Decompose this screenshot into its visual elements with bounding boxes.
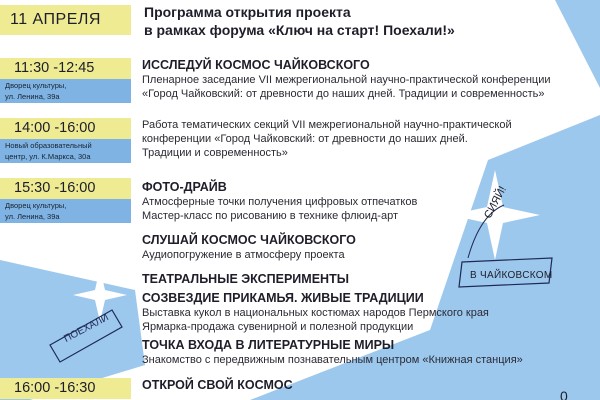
event-title: ТОЧКА ВХОДА В ЛИТЕРАТУРНЫЕ МИРЫ xyxy=(142,338,395,352)
slot-venue-line-2: ул. Ленина, 39а xyxy=(5,92,60,101)
event-item xyxy=(142,378,582,393)
slot-venue-line-1: Новый образовательный xyxy=(5,141,92,150)
stamp-logo-word: СИЯЙ! xyxy=(482,184,509,221)
event-desc-line: «Город Чайковский: от древности до наших дней. Традиции и современность» xyxy=(142,88,545,100)
event-item xyxy=(142,118,582,160)
badge-logo-word: ПОЕХАЛИ xyxy=(62,312,111,345)
header-line-1: Программа открытия проекта xyxy=(144,4,351,20)
event-item xyxy=(142,233,582,262)
slot-time: 11:30 -12:45 xyxy=(0,58,131,79)
event-desc-line: конференции «Город Чайковский: от древности до наших дней. xyxy=(142,133,468,145)
slot-venue-line-2: центр, ул. К.Маркса, 30а xyxy=(5,152,91,161)
time-slot xyxy=(0,118,131,163)
slot-venue xyxy=(0,199,131,223)
event-desc-line: Работа тематических секций VII межрегиональной научно-практической xyxy=(142,119,512,131)
time-slot xyxy=(0,178,131,223)
date-label: 11 АПРЕЛЯ xyxy=(10,11,101,28)
corner-fragment: 0 xyxy=(560,388,568,400)
event-desc-line: Мастер-класс по рисованию в технике флюид-арт xyxy=(142,210,398,222)
event-desc-line: Ярмарка-продажа сувенирной и полезной продукции xyxy=(142,321,414,333)
slot-venue xyxy=(0,79,131,103)
event-item xyxy=(142,58,582,101)
header-line-2: в рамках форума «Ключ на старт! Поехали!» xyxy=(144,22,455,38)
time-slot xyxy=(0,58,131,103)
slot-time: 16:00 -16:30 xyxy=(0,378,131,399)
slot-time: 15:30 -16:00 xyxy=(0,178,131,199)
slot-time: 14:00 -16:00 xyxy=(0,118,131,139)
slot-venue-line-1: Дворец культуры, xyxy=(5,201,67,210)
event-item xyxy=(142,180,582,223)
event-desc-line: Знакомство с передвижным познавательным центром «Книжная станция» xyxy=(142,354,523,366)
event-item xyxy=(142,291,582,334)
event-title: ТЕАТРАЛЬНЫЕ ЭКСПЕРИМЕНТЫ xyxy=(142,272,349,286)
event-desc-line: Традиции и современность» xyxy=(142,147,288,159)
event-title: СЛУШАЙ КОСМОС ЧАЙКОВСКОГО xyxy=(142,233,356,247)
program-header xyxy=(144,3,584,39)
event-desc-line: Пленарное заседание VII межрегиональной научно-практической конференции xyxy=(142,74,551,86)
event-title: ИССЛЕДУЙ КОСМОС ЧАЙКОВСКОГО xyxy=(142,58,370,72)
slot-venue-line-1: Дворец культуры, xyxy=(5,81,67,90)
stamp-logo-subtitle: В ЧАЙКОВСКОМ xyxy=(470,270,553,281)
event-desc-line: Аудиопогружение в атмосферу проекта xyxy=(142,249,345,261)
event-item xyxy=(142,338,582,367)
slot-venue xyxy=(0,139,131,163)
event-title: ФОТО-ДРАЙВ xyxy=(142,180,227,194)
event-title: ОТКРОЙ СВОЙ КОСМОС xyxy=(142,378,293,392)
date-badge xyxy=(0,5,131,35)
time-slot xyxy=(0,378,131,399)
event-desc-line: Атмосферные точки получения цифровых отпечатков xyxy=(142,196,418,208)
event-desc-line: Выставка кукол в национальных костюмах народов Пермского края xyxy=(142,307,489,319)
event-title: СОЗВЕЗДИЕ ПРИКАМЬЯ. ЖИВЫЕ ТРАДИЦИИ xyxy=(142,291,424,305)
slot-venue-line-2: ул. Ленина, 39а xyxy=(5,212,60,221)
